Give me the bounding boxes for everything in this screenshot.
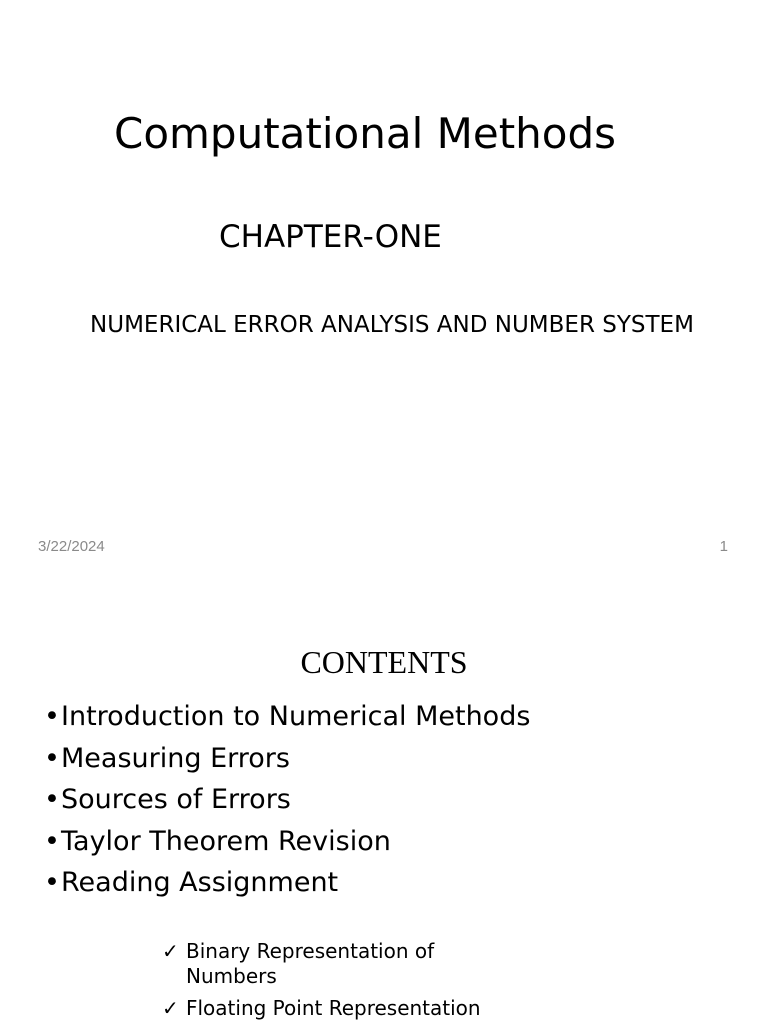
- bullet-icon: •: [44, 867, 60, 898]
- slide-title: Computational Methods: [114, 109, 617, 158]
- sub-list-item: [162, 939, 522, 989]
- footer-page-number: 1: [719, 538, 728, 555]
- bullet-icon: •: [44, 784, 60, 815]
- list-item: [44, 862, 530, 904]
- checkmark-icon: ✓: [162, 996, 179, 1020]
- bullet-icon: •: [44, 742, 60, 774]
- list-item: [44, 738, 530, 780]
- slide-2: [0, 576, 768, 1024]
- list-item: [44, 779, 530, 821]
- footer-date: 3/22/2024: [38, 538, 105, 555]
- list-item: [44, 821, 530, 863]
- reading-assignment-list: [162, 939, 522, 1028]
- bullet-icon: •: [44, 701, 60, 732]
- list-item-label: Sources of Errors: [61, 784, 291, 815]
- sub-list-item-label: Floating Point Representation: [186, 996, 481, 1020]
- list-item-label: Measuring Errors: [61, 742, 290, 774]
- checkmark-icon: ✓: [162, 939, 179, 963]
- list-item-label: Reading Assignment: [61, 867, 339, 898]
- chapter-heading: CHAPTER-ONE: [219, 219, 442, 255]
- list-item-label: Taylor Theorem Revision: [61, 825, 391, 857]
- sub-list-item: [162, 996, 522, 1021]
- chapter-subtitle: NUMERICAL ERROR ANALYSIS AND NUMBER SYSTEM: [90, 312, 694, 338]
- list-item-label: Introduction to Numerical Methods: [61, 701, 531, 732]
- bullet-icon: •: [44, 825, 60, 857]
- contents-list: [44, 696, 530, 904]
- sub-list-item-label: Binary Representation of Numbers: [186, 939, 435, 988]
- contents-title: CONTENTS: [300, 644, 468, 680]
- list-item: [44, 696, 530, 738]
